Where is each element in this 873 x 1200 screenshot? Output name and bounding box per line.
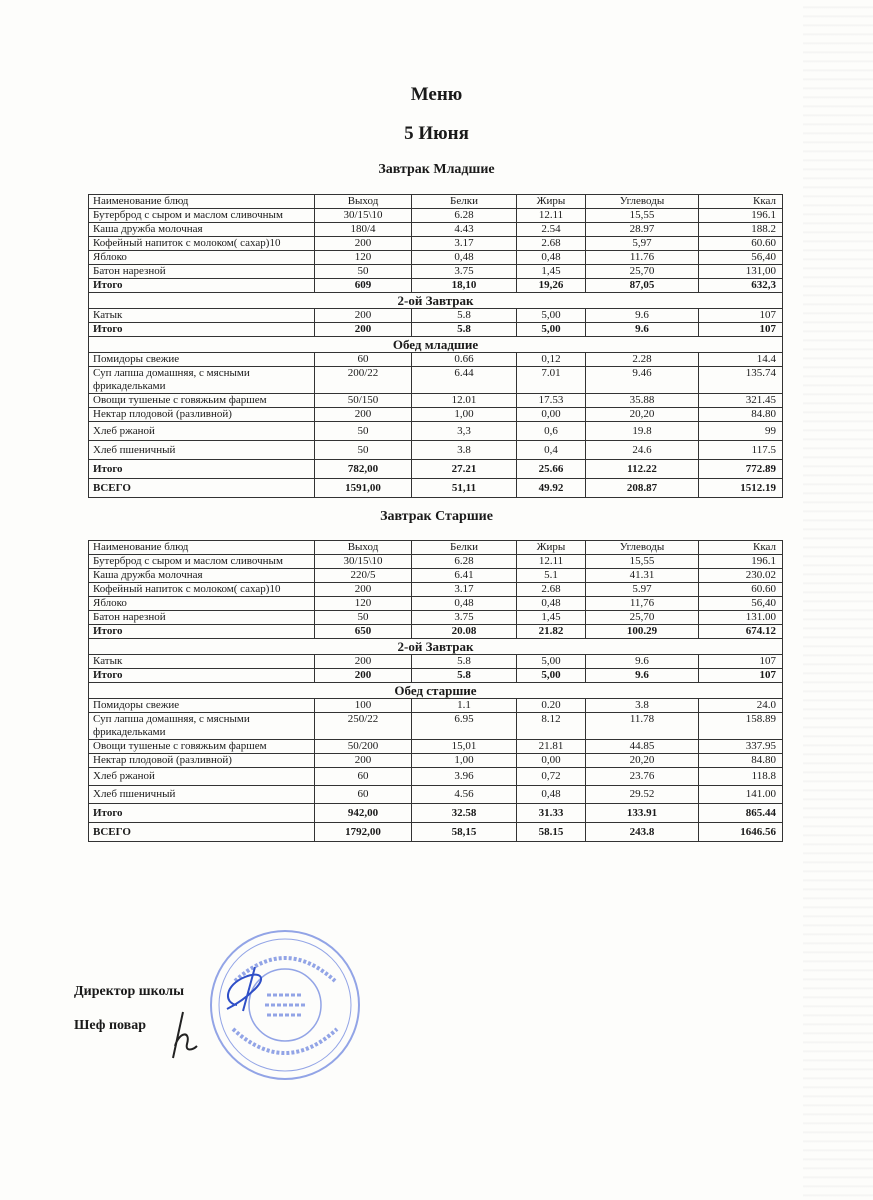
value-cell: 609	[315, 279, 412, 293]
dish-name-cell: ВСЕГО	[89, 823, 315, 842]
dish-name-cell: Батон нарезной	[89, 265, 315, 279]
value-cell: 200	[315, 583, 412, 597]
value-cell: 9.6	[586, 655, 699, 669]
value-cell: 5,00	[517, 669, 586, 683]
value-cell: 2.68	[517, 237, 586, 251]
table-row	[89, 353, 783, 367]
value-cell: 200	[315, 408, 412, 422]
total-row	[89, 460, 783, 479]
value-cell: Белки	[412, 195, 517, 209]
dish-name-cell: Помидоры свежие	[89, 699, 315, 713]
section-heading: 2-ой Завтрак	[89, 639, 783, 655]
value-cell: 200	[315, 309, 412, 323]
value-cell: 27.21	[412, 460, 517, 479]
value-cell: 0,48	[517, 597, 586, 611]
grand-total-row	[89, 823, 783, 842]
table-row	[89, 555, 783, 569]
table-row	[89, 569, 783, 583]
value-cell: 18,10	[412, 279, 517, 293]
value-cell: 41.31	[586, 569, 699, 583]
dish-name-cell: Хлеб пшеничный	[89, 786, 315, 804]
seniors-menu-table	[88, 540, 783, 842]
value-cell: 0,6	[517, 422, 586, 441]
value-cell: 12.11	[517, 555, 586, 569]
value-cell: 25.66	[517, 460, 586, 479]
value-cell: 5.8	[412, 309, 517, 323]
total-row	[89, 323, 783, 337]
value-cell: 117.5	[699, 441, 783, 460]
value-cell: 158.89	[699, 713, 783, 740]
value-cell: 5.97	[586, 583, 699, 597]
value-cell: 107	[699, 655, 783, 669]
dish-name-cell: Итого	[89, 804, 315, 823]
value-cell: 21.81	[517, 740, 586, 754]
value-cell: 131,00	[699, 265, 783, 279]
dish-name-cell: ВСЕГО	[89, 479, 315, 498]
table-row	[89, 597, 783, 611]
value-cell: Жиры	[517, 541, 586, 555]
value-cell: 0.20	[517, 699, 586, 713]
value-cell: 250/22	[315, 713, 412, 740]
value-cell: 99	[699, 422, 783, 441]
value-cell: 650	[315, 625, 412, 639]
value-cell: 1,00	[412, 754, 517, 768]
table-row	[89, 713, 783, 740]
dish-name-cell: Каша дружба молочная	[89, 223, 315, 237]
value-cell: 782,00	[315, 460, 412, 479]
total-row	[89, 669, 783, 683]
value-cell: 23.76	[586, 768, 699, 786]
dish-name-cell: Овощи тушеные с говяжьим фаршем	[89, 394, 315, 408]
value-cell: Ккал	[699, 541, 783, 555]
value-cell: 5.8	[412, 655, 517, 669]
value-cell: 1792,00	[315, 823, 412, 842]
value-cell: 200	[315, 237, 412, 251]
value-cell: 5.8	[412, 323, 517, 337]
value-cell: 6.28	[412, 555, 517, 569]
value-cell: 12.01	[412, 394, 517, 408]
juniors-title: Завтрак Младшие	[378, 162, 495, 177]
value-cell: 4.43	[412, 223, 517, 237]
value-cell: 230.02	[699, 569, 783, 583]
value-cell: 5,00	[517, 323, 586, 337]
value-cell: 107	[699, 323, 783, 337]
value-cell: 24.6	[586, 441, 699, 460]
value-cell: 11.78	[586, 713, 699, 740]
value-cell: 865.44	[699, 804, 783, 823]
value-cell: 2.28	[586, 353, 699, 367]
value-cell: Углеводы	[586, 195, 699, 209]
value-cell: 120	[315, 251, 412, 265]
value-cell: 20.08	[412, 625, 517, 639]
table-row	[89, 441, 783, 460]
value-cell: 19,26	[517, 279, 586, 293]
dish-name-cell: Катык	[89, 655, 315, 669]
table-row	[89, 237, 783, 251]
value-cell: 25,70	[586, 265, 699, 279]
value-cell: 1591,00	[315, 479, 412, 498]
dish-name-cell: Батон нарезной	[89, 611, 315, 625]
dish-name-cell: Итого	[89, 279, 315, 293]
dish-name-cell: Кофейный напиток с молоком( сахар)10	[89, 237, 315, 251]
scan-edge-noise	[803, 0, 873, 1200]
value-cell: 56,40	[699, 251, 783, 265]
dish-name-cell: Яблоко	[89, 597, 315, 611]
value-cell: 0,48	[412, 597, 517, 611]
value-cell: 0.66	[412, 353, 517, 367]
value-cell: 9.6	[586, 309, 699, 323]
total-row	[89, 804, 783, 823]
value-cell: 1,45	[517, 265, 586, 279]
value-cell: 31.33	[517, 804, 586, 823]
dish-name-cell: Итого	[89, 669, 315, 683]
value-cell: 118.8	[699, 768, 783, 786]
value-cell: 3.8	[412, 441, 517, 460]
value-cell: 3.96	[412, 768, 517, 786]
table-row	[89, 655, 783, 669]
table-row	[89, 265, 783, 279]
value-cell: 8.12	[517, 713, 586, 740]
value-cell: 29.52	[586, 786, 699, 804]
dish-name-cell: Хлеб пшеничный	[89, 441, 315, 460]
director-signature	[215, 965, 275, 1015]
value-cell: 200	[315, 323, 412, 337]
table-row	[89, 611, 783, 625]
header-row	[89, 195, 783, 209]
dish-name-cell: Кофейный напиток с молоком( сахар)10	[89, 583, 315, 597]
value-cell: 35.88	[586, 394, 699, 408]
table-row	[89, 394, 783, 408]
value-cell: 12.11	[517, 209, 586, 223]
value-cell: 321.45	[699, 394, 783, 408]
section-row	[89, 639, 783, 655]
value-cell: 220/5	[315, 569, 412, 583]
value-cell: 135.74	[699, 367, 783, 394]
value-cell: 30/15\10	[315, 555, 412, 569]
value-cell: Жиры	[517, 195, 586, 209]
dish-name-cell: Суп лапша домашняя, с мясными фрикадельками	[89, 713, 315, 740]
value-cell: Белки	[412, 541, 517, 555]
value-cell: 3,3	[412, 422, 517, 441]
table-row	[89, 699, 783, 713]
value-cell: 100	[315, 699, 412, 713]
value-cell: 112.22	[586, 460, 699, 479]
value-cell: 243.8	[586, 823, 699, 842]
value-cell: 5.8	[412, 669, 517, 683]
table-row	[89, 223, 783, 237]
value-cell: 772.89	[699, 460, 783, 479]
value-cell: 0,00	[517, 408, 586, 422]
value-cell: 131.00	[699, 611, 783, 625]
value-cell: 200/22	[315, 367, 412, 394]
value-cell: 0,48	[517, 251, 586, 265]
value-cell: 11,76	[586, 597, 699, 611]
chef-signature	[163, 1010, 203, 1062]
dish-name-cell: Нектар плодовой (разливной)	[89, 754, 315, 768]
value-cell: 60	[315, 786, 412, 804]
value-cell: 196.1	[699, 209, 783, 223]
value-cell: 6.41	[412, 569, 517, 583]
section-heading: Обед старшие	[89, 683, 783, 699]
menu-date: 5 Июня	[404, 123, 469, 144]
table-row	[89, 422, 783, 441]
table-row	[89, 754, 783, 768]
value-cell: 9.46	[586, 367, 699, 394]
value-cell: 1646.56	[699, 823, 783, 842]
value-cell: 200	[315, 754, 412, 768]
dish-name-cell: Суп лапша домашняя, с мясными фрикадельками	[89, 367, 315, 394]
value-cell: 1.1	[412, 699, 517, 713]
value-cell: 21.82	[517, 625, 586, 639]
value-cell: Углеводы	[586, 541, 699, 555]
value-cell: 0,48	[517, 786, 586, 804]
table-row	[89, 367, 783, 394]
value-cell: 674.12	[699, 625, 783, 639]
section-heading: 2-ой Завтрак	[89, 293, 783, 309]
value-cell: 2.68	[517, 583, 586, 597]
table-row	[89, 786, 783, 804]
table-row	[89, 768, 783, 786]
value-cell: 180/4	[315, 223, 412, 237]
total-row	[89, 279, 783, 293]
value-cell: 0,12	[517, 353, 586, 367]
dish-name-cell: Итого	[89, 323, 315, 337]
value-cell: 19.8	[586, 422, 699, 441]
value-cell: 7.01	[517, 367, 586, 394]
dish-name-cell: Помидоры свежие	[89, 353, 315, 367]
value-cell: 942,00	[315, 804, 412, 823]
section-row	[89, 293, 783, 309]
value-cell: 49.92	[517, 479, 586, 498]
value-cell: 60.60	[699, 583, 783, 597]
table-row	[89, 251, 783, 265]
value-cell: 196.1	[699, 555, 783, 569]
value-cell: 15,55	[586, 209, 699, 223]
total-row	[89, 625, 783, 639]
dish-name-cell: Бутерброд с сыром и маслом сливочным	[89, 555, 315, 569]
value-cell: 3.17	[412, 583, 517, 597]
value-cell: 50/200	[315, 740, 412, 754]
value-cell: 100.29	[586, 625, 699, 639]
value-cell: 11.76	[586, 251, 699, 265]
value-cell: 9.6	[586, 669, 699, 683]
value-cell: 84.80	[699, 408, 783, 422]
value-cell: 208.87	[586, 479, 699, 498]
value-cell: 5.1	[517, 569, 586, 583]
value-cell: 141.00	[699, 786, 783, 804]
value-cell: 337.95	[699, 740, 783, 754]
value-cell: 20,20	[586, 408, 699, 422]
value-cell: 50	[315, 441, 412, 460]
value-cell: 632,3	[699, 279, 783, 293]
value-cell: 1512.19	[699, 479, 783, 498]
value-cell: 3.8	[586, 699, 699, 713]
value-cell: 3.17	[412, 237, 517, 251]
dish-name-cell: Хлеб ржаной	[89, 422, 315, 441]
table-row	[89, 309, 783, 323]
chef-label: Шеф повар	[74, 1018, 147, 1033]
dish-name-cell: Хлеб ржаной	[89, 768, 315, 786]
seniors-title: Завтрак Старшие	[380, 509, 493, 524]
value-cell: 87,05	[586, 279, 699, 293]
header-row	[89, 541, 783, 555]
value-cell: 60	[315, 353, 412, 367]
value-cell: 1,45	[517, 611, 586, 625]
value-cell: Ккал	[699, 195, 783, 209]
dish-name-cell: Каша дружба молочная	[89, 569, 315, 583]
value-cell: Выход	[315, 541, 412, 555]
value-cell: 1,00	[412, 408, 517, 422]
value-cell: 17.53	[517, 394, 586, 408]
dish-name-cell: Наименование блюд	[89, 541, 315, 555]
value-cell: 200	[315, 655, 412, 669]
value-cell: 0,4	[517, 441, 586, 460]
dish-name-cell: Итого	[89, 460, 315, 479]
value-cell: 9.6	[586, 323, 699, 337]
value-cell: 20,20	[586, 754, 699, 768]
value-cell: 2.54	[517, 223, 586, 237]
value-cell: 5,00	[517, 309, 586, 323]
value-cell: 3.75	[412, 265, 517, 279]
value-cell: 107	[699, 309, 783, 323]
value-cell: 3.75	[412, 611, 517, 625]
value-cell: 15,55	[586, 555, 699, 569]
dish-name-cell: Овощи тушеные с говяжьим фаршем	[89, 740, 315, 754]
grand-total-row	[89, 479, 783, 498]
value-cell: 6.95	[412, 713, 517, 740]
value-cell: 120	[315, 597, 412, 611]
table-row	[89, 583, 783, 597]
section-row	[89, 683, 783, 699]
value-cell: 6.28	[412, 209, 517, 223]
value-cell: 60	[315, 768, 412, 786]
value-cell: 32.58	[412, 804, 517, 823]
value-cell: 84.80	[699, 754, 783, 768]
value-cell: 28.97	[586, 223, 699, 237]
value-cell: 5,97	[586, 237, 699, 251]
value-cell: 50	[315, 422, 412, 441]
value-cell: 6.44	[412, 367, 517, 394]
table-row	[89, 740, 783, 754]
dish-name-cell: Наименование блюд	[89, 195, 315, 209]
value-cell: 4.56	[412, 786, 517, 804]
value-cell: 188.2	[699, 223, 783, 237]
juniors-menu-table	[88, 194, 783, 498]
dish-name-cell: Бутерброд с сыром и маслом сливочным	[89, 209, 315, 223]
value-cell: 0,72	[517, 768, 586, 786]
value-cell: Выход	[315, 195, 412, 209]
value-cell: 5,00	[517, 655, 586, 669]
dish-name-cell: Катык	[89, 309, 315, 323]
table-row	[89, 209, 783, 223]
page-title: Меню	[410, 84, 463, 105]
director-label: Директор школы	[74, 984, 185, 999]
value-cell: 133.91	[586, 804, 699, 823]
dish-name-cell: Нектар плодовой (разливной)	[89, 408, 315, 422]
value-cell: 107	[699, 669, 783, 683]
value-cell: 60.60	[699, 237, 783, 251]
section-row	[89, 337, 783, 353]
value-cell: 44.85	[586, 740, 699, 754]
value-cell: 50/150	[315, 394, 412, 408]
value-cell: 24.0	[699, 699, 783, 713]
dish-name-cell: Итого	[89, 625, 315, 639]
value-cell: 58.15	[517, 823, 586, 842]
value-cell: 51,11	[412, 479, 517, 498]
section-heading: Обед младшие	[89, 337, 783, 353]
value-cell: 14.4	[699, 353, 783, 367]
value-cell: 0,00	[517, 754, 586, 768]
value-cell: 50	[315, 265, 412, 279]
value-cell: 58,15	[412, 823, 517, 842]
value-cell: 15,01	[412, 740, 517, 754]
value-cell: 200	[315, 669, 412, 683]
value-cell: 0,48	[412, 251, 517, 265]
value-cell: 25,70	[586, 611, 699, 625]
value-cell: 56,40	[699, 597, 783, 611]
value-cell: 50	[315, 611, 412, 625]
dish-name-cell: Яблоко	[89, 251, 315, 265]
table-row	[89, 408, 783, 422]
value-cell: 30/15\10	[315, 209, 412, 223]
